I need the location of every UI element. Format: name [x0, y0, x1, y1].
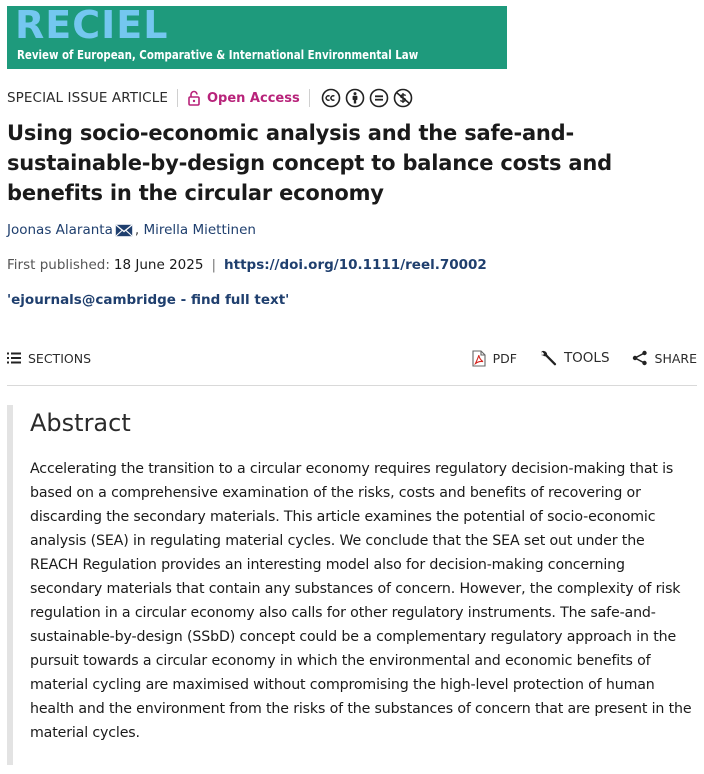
author-link[interactable]: Joonas Alaranta — [7, 222, 113, 238]
journal-banner[interactable] — [7, 6, 507, 69]
open-access-label: Open Access — [206, 90, 300, 106]
open-lock-icon — [187, 90, 201, 106]
envelope-icon[interactable] — [115, 224, 133, 237]
article-toolbar — [7, 346, 697, 370]
first-published-label: First published: — [7, 257, 110, 273]
journal-logo: RECIEL — [15, 6, 169, 47]
article-meta-row — [7, 88, 413, 108]
nd-icon — [369, 88, 389, 108]
journal-subtitle: Review of European, Comparative & International Environmental Law — [17, 48, 419, 62]
find-full-text-link[interactable]: 'ejournals@cambridge - find full text' — [7, 292, 290, 308]
publication-separator: | — [211, 257, 217, 273]
abstract-heading: Abstract — [30, 409, 131, 437]
author-link[interactable]: Mirella Miettinen — [143, 222, 256, 238]
separator — [177, 89, 178, 107]
tools-label: TOOLS — [563, 350, 610, 366]
doi-link[interactable]: https://doi.org/10.1111/reel.70002 — [224, 257, 487, 273]
pdf-label: PDF — [492, 350, 517, 366]
abstract-text: Accelerating the transition to a circular economy requires regulatory decision-making that is based on a comprehensive examination of the risks, costs and benefits of recovering or discarding the secondary materials. This article examines the potential of socio-economic analysis (SEA) in regulating material cycles. We conclude that the SEA set out under the REACH Regulation provides an interesting model also for decision-making concerning secondary materials that contain any substances of concern. However, the complexity of risk regulation in a circular economy also calls for other regulatory instruments. The safe-and-sustainable-by-design (SSbD) concept could be a complementary regulatory approach in the pursuit towards a circular economy in which the environmental and economic benefits of material cycling are maximised without compromising the high-level protection of human health and the environment from the risks of the substances of concern that are present in the material cycles. — [30, 461, 692, 741]
publication-date: 18 June 2025 — [113, 257, 204, 273]
article-type: SPECIAL ISSUE ARTICLE — [7, 90, 168, 106]
share-icon — [632, 350, 648, 366]
tools-button[interactable] — [539, 349, 610, 367]
license-icons[interactable] — [321, 88, 413, 108]
sections-button[interactable] — [7, 351, 91, 366]
pdf-file-icon — [472, 350, 486, 367]
cc-icon — [321, 88, 341, 108]
author-separator: , — [134, 222, 144, 238]
wrench-icon — [539, 349, 557, 367]
by-icon — [345, 88, 365, 108]
share-label: SHARE — [654, 350, 697, 366]
toolbar-divider — [7, 385, 697, 386]
nc-icon — [393, 88, 413, 108]
sections-label: SECTIONS — [28, 350, 92, 366]
author-list — [7, 222, 256, 238]
abstract-section — [7, 405, 697, 765]
share-button[interactable] — [632, 350, 697, 366]
list-icon — [7, 352, 21, 364]
article-title: Using socio-economic analysis and the safe-and-sustainable-by-design concept to balance costs and benefits in the circular economy — [7, 121, 612, 205]
pdf-button[interactable] — [472, 350, 517, 367]
separator — [309, 89, 310, 107]
publication-info — [7, 257, 487, 273]
